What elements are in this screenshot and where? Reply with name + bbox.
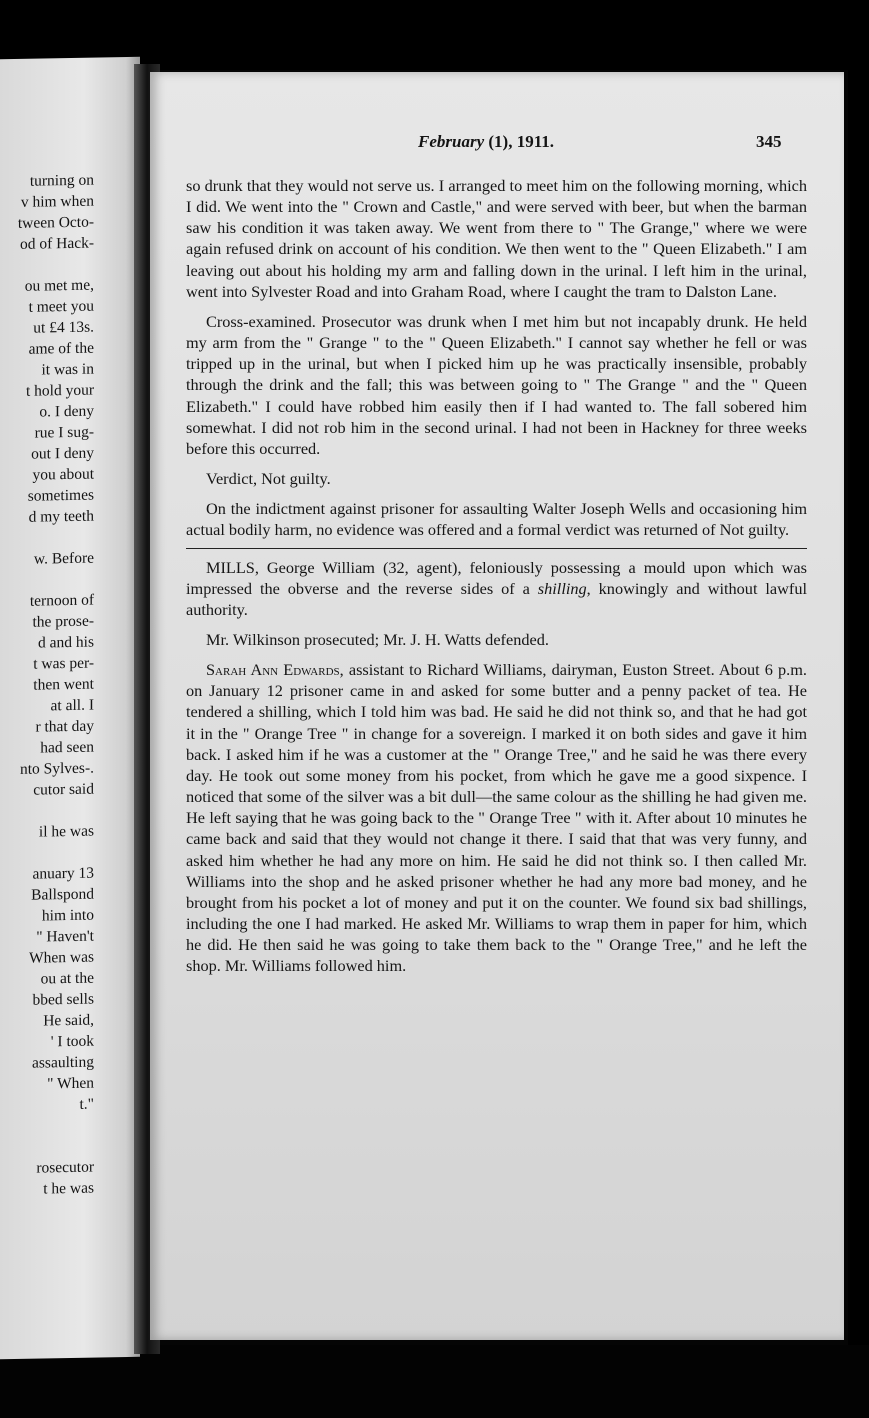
left-page-line: ut £4 13s. (33, 318, 94, 337)
left-page-line: d my teeth (28, 507, 94, 526)
page-number: 345 (756, 132, 782, 151)
body-text (186, 175, 807, 976)
left-page-line: anuary 13 (32, 864, 94, 883)
running-head (418, 132, 554, 152)
charge-end: , knowingly and without lawful authority. (186, 578, 808, 619)
left-page-line: cutor said (33, 780, 94, 799)
paragraph-indictment: On the indictment against prisoner for assaulting Walter Joseph Wells and occasioning him actual bodily harm, no evidence was offered and a formal verdict was returned of Not guilty. (186, 499, 807, 540)
section-divider (186, 548, 807, 549)
left-page-line: t he was (43, 1179, 94, 1198)
left-page-line: tween Octo- (17, 213, 94, 232)
left-page-line: d and his (38, 633, 94, 652)
paragraph-verdict: Verdict, Not guilty. (206, 469, 331, 489)
left-page-line: out I deny (31, 444, 94, 463)
left-page-line: ame of the (28, 339, 94, 358)
page-header (150, 132, 844, 156)
paragraph-continuation: so drunk that they would not serve us. I arranged to meet him on the following morning, which I did. We went into the " Crown and Castle," and were served with beer, but when the barman saw his condition it was taken away. We went from there to " The Grange," where we were again refused drink on account of his condition. We then went to the " Queen Elizabeth." I am leaving out about his holding my arm and falling down in the urinal. I left him in the urinal, went into Sylvester Road and into Graham Road, where I caught the tram to Dalston Lane. (186, 176, 807, 301)
left-page-line: o. I deny (39, 402, 94, 421)
left-page-line: rosecutor (36, 1158, 94, 1177)
left-page-line: nto Sylves-. (19, 759, 94, 778)
scan-border-right (848, 0, 869, 1418)
left-page-line: t was per- (33, 654, 94, 673)
left-page-line: you about (32, 465, 94, 484)
left-page-text (0, 170, 94, 1202)
left-page-line: t meet you (28, 297, 94, 316)
left-page-line: il he was (38, 822, 94, 841)
left-page-line: it was in (41, 360, 94, 379)
left-page-line: assaulting (32, 1053, 94, 1072)
left-page-line: bbed sells (32, 990, 94, 1009)
left-page-line: Ballspond (31, 885, 94, 904)
left-page-line: ou at the (40, 969, 94, 988)
left-page-line: When was (29, 948, 94, 967)
left-page-line: od of Hack- (19, 234, 94, 253)
left-page-line: ' I took (50, 1032, 94, 1051)
left-page-line: ou met me, (24, 276, 94, 295)
left-page-line: " Haven't (36, 927, 94, 946)
left-page-line: had seen (40, 738, 94, 757)
charge-text: (32, agent), feloniously possessing a mould upon which was impressed the obverse and the reverse sides of a (186, 557, 807, 598)
left-page-line: sometimes (27, 486, 94, 505)
left-page-line: " When (47, 1074, 94, 1093)
witness-name: Sarah Ann Edwards (206, 660, 340, 680)
left-page-line: then went (33, 675, 94, 694)
left-page-line: w. Before (33, 549, 94, 568)
paragraph-witness-testimony (186, 659, 807, 976)
left-page-line: v him when (20, 192, 94, 211)
running-head-session: (1), 1911. (488, 132, 555, 151)
left-page-line: t." (79, 1095, 94, 1113)
paragraph-case-heading (186, 557, 807, 620)
paragraph-counsel: Mr. Wilkinson prosecuted; Mr. J. H. Watts defended. (206, 629, 549, 649)
left-page-line: He said, (43, 1011, 94, 1030)
left-page-line: rue I sug- (34, 423, 94, 442)
right-page (150, 72, 844, 1340)
paragraph-cross-examined: Cross-examined. Prosecutor was drunk when I met him but not incapably drunk. He held my arm from the " Grange " to the " Queen Elizabeth." I cannot say whether he fell or was tripped up in the urinal, but when I picked him up he was practically insensible, probably through the drink and the fall; this was between going to " The Grange " and the " Queen Elizabeth." I could have robbed him easily then if I had wanted to. The fall sobered him somewhat. I did not rob him in the second urinal. I had not been in Hackney for three weeks before this occurred. (186, 311, 807, 458)
left-page-line: at all. I (50, 696, 94, 715)
left-page-line: ternoon of (29, 591, 94, 610)
charge-italic: shilling (537, 578, 587, 598)
left-facing-page (0, 57, 140, 1359)
left-page-line: r that day (35, 717, 94, 736)
left-page-line: turning on (29, 171, 94, 190)
left-page-line: t hold your (25, 381, 94, 400)
left-page-line: the prose- (32, 612, 94, 631)
defendant-name: MILLS, George William (206, 557, 375, 577)
left-page-line: him into (41, 906, 94, 925)
testimony-text: , assistant to Richard Williams, dairyman, Euston Street. About 6 p.m. on January 12 prisoner came in and asked for some butter and a penny packet of tea. He tendered a shilling, which I told him was bad. He said he did not think so, and that he had got it in the " Orange Tree " in change for a sovereign. I marked it on both sides and gave it him back. I asked him if he was a customer at the " Orange Tree," and he said he was there every day. He took out some money from his pocket, from which he gave me a good sixpence. I noticed that some of the silver was a bit dull—the same colour as the shilling he had given me. He left saying that he was going back to the " Orange Tree " with it. After about 10 minutes he came back and said that they would not change it there. I said that that was very funny, and asked him whether he had any more on him. He said he did not think so. I then called Mr. Williams into the shop and he asked prisoner whether he had any more bad money, and he brought from his pocket a lot of money and put it on the counter. We found six bad shillings, including the one I had marked. He asked Mr. Williams to wrap them in paper for him, which he did. He then said he was going to take them back to the " Orange Tree," and he left the shop. Mr. Williams followed him. (186, 660, 807, 976)
running-head-month: February (418, 132, 485, 151)
